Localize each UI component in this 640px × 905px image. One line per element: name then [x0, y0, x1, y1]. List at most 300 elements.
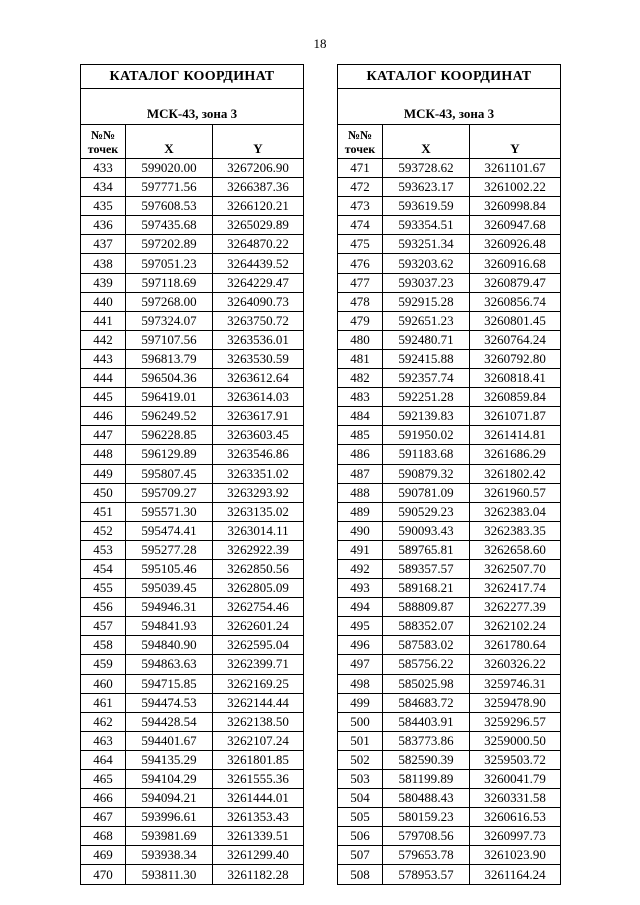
- y-coordinate-cell: 3264439.52: [213, 254, 304, 273]
- point-number-cell: 449: [81, 464, 126, 483]
- x-coordinate-cell: 593623.17: [383, 178, 470, 197]
- x-coordinate-cell: 596419.01: [126, 388, 213, 407]
- x-coordinate-cell: 597107.56: [126, 330, 213, 349]
- table-row: [338, 178, 561, 197]
- y-coordinate-cell: 3261164.24: [470, 865, 561, 884]
- x-coordinate-cell: 595474.41: [126, 521, 213, 540]
- point-number-cell: 471: [338, 159, 383, 178]
- point-number-cell: 501: [338, 731, 383, 750]
- point-number-cell: 467: [81, 808, 126, 827]
- y-coordinate-cell: 3263135.02: [213, 502, 304, 521]
- point-number-cell: 455: [81, 579, 126, 598]
- x-coordinate-cell: 584683.72: [383, 693, 470, 712]
- y-coordinate-cell: 3262601.24: [213, 617, 304, 636]
- table-row: [81, 311, 304, 330]
- x-coordinate-cell: 593354.51: [383, 216, 470, 235]
- table-row: [81, 808, 304, 827]
- table-row: [338, 693, 561, 712]
- point-number-cell: 438: [81, 254, 126, 273]
- table-row: [338, 636, 561, 655]
- table-row: [338, 579, 561, 598]
- table-row: [81, 159, 304, 178]
- y-coordinate-cell: 3259746.31: [470, 674, 561, 693]
- y-coordinate-cell: 3262417.74: [470, 579, 561, 598]
- y-coordinate-cell: 3261071.87: [470, 407, 561, 426]
- x-coordinate-cell: 581199.89: [383, 770, 470, 789]
- point-number-cell: 444: [81, 369, 126, 388]
- point-number-cell: 454: [81, 559, 126, 578]
- table-row: [338, 197, 561, 216]
- y-coordinate-cell: 3262658.60: [470, 540, 561, 559]
- y-coordinate-cell: 3261802.42: [470, 464, 561, 483]
- y-coordinate-cell: 3261555.36: [213, 770, 304, 789]
- y-coordinate-cell: 3262922.39: [213, 540, 304, 559]
- table-row: [81, 330, 304, 349]
- table-row: [338, 235, 561, 254]
- coordinate-system-label: МСК-43, зона 3: [81, 89, 304, 125]
- y-coordinate-cell: 3263614.03: [213, 388, 304, 407]
- x-coordinate-cell: 593728.62: [383, 159, 470, 178]
- y-coordinate-cell: 3261960.57: [470, 483, 561, 502]
- point-number-cell: 458: [81, 636, 126, 655]
- x-coordinate-cell: 584403.91: [383, 712, 470, 731]
- point-number-cell: 450: [81, 483, 126, 502]
- x-coordinate-cell: 585025.98: [383, 674, 470, 693]
- point-number-cell: 481: [338, 349, 383, 368]
- point-number-cell: 484: [338, 407, 383, 426]
- point-number-cell: 456: [81, 598, 126, 617]
- table-row: [338, 483, 561, 502]
- x-coordinate-cell: 590879.32: [383, 464, 470, 483]
- y-coordinate-cell: 3263750.72: [213, 311, 304, 330]
- point-number-cell: 487: [338, 464, 383, 483]
- x-coordinate-cell: 594474.53: [126, 693, 213, 712]
- point-number-cell: 466: [81, 789, 126, 808]
- point-number-cell: 494: [338, 598, 383, 617]
- point-number-cell: 486: [338, 445, 383, 464]
- x-coordinate-cell: 595039.45: [126, 579, 213, 598]
- point-number-cell: 447: [81, 426, 126, 445]
- x-coordinate-cell: 593981.69: [126, 827, 213, 846]
- point-number-cell: 446: [81, 407, 126, 426]
- y-coordinate-cell: 3260879.47: [470, 273, 561, 292]
- table-row: [338, 789, 561, 808]
- point-number-cell: 490: [338, 521, 383, 540]
- x-coordinate-cell: 592415.88: [383, 349, 470, 368]
- point-number-cell: 483: [338, 388, 383, 407]
- x-coordinate-cell: 596249.52: [126, 407, 213, 426]
- y-coordinate-cell: 3264870.22: [213, 235, 304, 254]
- x-coordinate-cell: 597051.23: [126, 254, 213, 273]
- y-coordinate-cell: 3260856.74: [470, 292, 561, 311]
- y-coordinate-cell: 3262107.24: [213, 731, 304, 750]
- table-row: [81, 369, 304, 388]
- y-coordinate-cell: 3259296.57: [470, 712, 561, 731]
- table-row: [338, 750, 561, 769]
- point-number-cell: 504: [338, 789, 383, 808]
- point-number-header: №№ точек: [338, 125, 383, 159]
- y-coordinate-cell: 3263536.01: [213, 330, 304, 349]
- y-coordinate-cell: 3261444.01: [213, 789, 304, 808]
- y-coordinate-cell: 3263612.64: [213, 369, 304, 388]
- table-row: [81, 598, 304, 617]
- y-coordinate-cell: 3260916.68: [470, 254, 561, 273]
- table-row: [338, 559, 561, 578]
- y-coordinate-cell: 3262138.50: [213, 712, 304, 731]
- x-coordinate-cell: 589357.57: [383, 559, 470, 578]
- table-row: [81, 655, 304, 674]
- coordinate-catalog-left: [80, 64, 304, 885]
- y-coordinate-cell: 3262102.24: [470, 617, 561, 636]
- y-coordinate-cell: 3260998.84: [470, 197, 561, 216]
- table-row: [338, 540, 561, 559]
- x-coordinate-cell: 587583.02: [383, 636, 470, 655]
- y-coordinate-cell: 3260041.79: [470, 770, 561, 789]
- point-number-cell: 452: [81, 521, 126, 540]
- x-coordinate-cell: 597324.07: [126, 311, 213, 330]
- x-coordinate-cell: 590781.09: [383, 483, 470, 502]
- point-number-cell: 439: [81, 273, 126, 292]
- point-number-cell: 469: [81, 846, 126, 865]
- table-row: [81, 712, 304, 731]
- y-coordinate-cell: 3262277.39: [470, 598, 561, 617]
- table-row: [81, 464, 304, 483]
- y-coordinate-cell: 3263530.59: [213, 349, 304, 368]
- point-number-cell: 475: [338, 235, 383, 254]
- y-coordinate-cell: 3261182.28: [213, 865, 304, 884]
- y-column-header: Y: [470, 125, 561, 159]
- table-row: [338, 159, 561, 178]
- x-coordinate-cell: 589168.21: [383, 579, 470, 598]
- x-coordinate-cell: 596504.36: [126, 369, 213, 388]
- x-coordinate-cell: 594428.54: [126, 712, 213, 731]
- y-coordinate-cell: 3259000.50: [470, 731, 561, 750]
- x-coordinate-cell: 593938.34: [126, 846, 213, 865]
- x-coordinate-cell: 591950.02: [383, 426, 470, 445]
- table-row: [81, 254, 304, 273]
- x-coordinate-cell: 593037.23: [383, 273, 470, 292]
- x-coordinate-cell: 595709.27: [126, 483, 213, 502]
- table-row: [81, 865, 304, 884]
- y-coordinate-cell: 3261686.29: [470, 445, 561, 464]
- y-coordinate-cell: 3261002.22: [470, 178, 561, 197]
- x-coordinate-cell: 582590.39: [383, 750, 470, 769]
- point-number-cell: 459: [81, 655, 126, 674]
- table-body: [81, 159, 304, 885]
- y-coordinate-cell: 3259503.72: [470, 750, 561, 769]
- table-row: [338, 598, 561, 617]
- x-coordinate-cell: 592651.23: [383, 311, 470, 330]
- table-row: [338, 216, 561, 235]
- point-number-cell: 445: [81, 388, 126, 407]
- point-number-cell: 502: [338, 750, 383, 769]
- y-coordinate-cell: 3261299.40: [213, 846, 304, 865]
- point-number-header: №№ точек: [81, 125, 126, 159]
- y-coordinate-cell: 3260616.53: [470, 808, 561, 827]
- point-number-cell: 443: [81, 349, 126, 368]
- x-coordinate-cell: 588352.07: [383, 617, 470, 636]
- table-row: [81, 693, 304, 712]
- y-coordinate-cell: 3260331.58: [470, 789, 561, 808]
- table-row: [338, 388, 561, 407]
- y-column-header: Y: [213, 125, 304, 159]
- table-row: [81, 483, 304, 502]
- table-row: [81, 273, 304, 292]
- x-coordinate-cell: 597435.68: [126, 216, 213, 235]
- point-number-cell: 461: [81, 693, 126, 712]
- y-coordinate-cell: 3266387.36: [213, 178, 304, 197]
- x-coordinate-cell: 594863.63: [126, 655, 213, 674]
- table-row: [81, 540, 304, 559]
- table-row: [81, 636, 304, 655]
- x-coordinate-cell: 596228.85: [126, 426, 213, 445]
- point-number-cell: 488: [338, 483, 383, 502]
- point-number-cell: 451: [81, 502, 126, 521]
- x-coordinate-cell: 595807.45: [126, 464, 213, 483]
- y-coordinate-cell: 3262169.25: [213, 674, 304, 693]
- table-row: [338, 330, 561, 349]
- point-number-cell: 470: [81, 865, 126, 884]
- point-number-cell: 434: [81, 178, 126, 197]
- y-coordinate-cell: 3262754.46: [213, 598, 304, 617]
- point-number-cell: 448: [81, 445, 126, 464]
- point-number-cell: 498: [338, 674, 383, 693]
- x-coordinate-cell: 595571.30: [126, 502, 213, 521]
- y-coordinate-cell: 3265029.89: [213, 216, 304, 235]
- y-coordinate-cell: 3260859.84: [470, 388, 561, 407]
- x-coordinate-cell: 592357.74: [383, 369, 470, 388]
- x-coordinate-cell: 596813.79: [126, 349, 213, 368]
- x-coordinate-cell: 592915.28: [383, 292, 470, 311]
- table-row: [81, 789, 304, 808]
- point-number-cell: 500: [338, 712, 383, 731]
- table-row: [81, 426, 304, 445]
- y-coordinate-cell: 3261801.85: [213, 750, 304, 769]
- x-coordinate-cell: 594094.21: [126, 789, 213, 808]
- table-row: [81, 559, 304, 578]
- table-row: [81, 731, 304, 750]
- y-coordinate-cell: 3260801.45: [470, 311, 561, 330]
- point-number-cell: 435: [81, 197, 126, 216]
- y-coordinate-cell: 3264090.73: [213, 292, 304, 311]
- point-number-cell: 507: [338, 846, 383, 865]
- point-number-cell: 503: [338, 770, 383, 789]
- point-number-cell: 457: [81, 617, 126, 636]
- point-number-cell: 453: [81, 540, 126, 559]
- catalog-title: КАТАЛОГ КООРДИНАТ: [81, 65, 304, 89]
- x-coordinate-cell: 597202.89: [126, 235, 213, 254]
- x-coordinate-cell: 593619.59: [383, 197, 470, 216]
- x-coordinate-cell: 585756.22: [383, 655, 470, 674]
- table-row: [81, 846, 304, 865]
- y-coordinate-cell: 3261023.90: [470, 846, 561, 865]
- table-row: [338, 731, 561, 750]
- table-row: [338, 426, 561, 445]
- point-number-cell: 437: [81, 235, 126, 254]
- x-coordinate-cell: 594946.31: [126, 598, 213, 617]
- point-number-cell: 480: [338, 330, 383, 349]
- point-number-cell: 472: [338, 178, 383, 197]
- x-coordinate-cell: 594104.29: [126, 770, 213, 789]
- table-row: [338, 865, 561, 884]
- table-row: [338, 712, 561, 731]
- x-coordinate-cell: 599020.00: [126, 159, 213, 178]
- y-coordinate-cell: 3260326.22: [470, 655, 561, 674]
- coordinate-catalog-right: [337, 64, 561, 885]
- table-row: [81, 674, 304, 693]
- y-coordinate-cell: 3261353.43: [213, 808, 304, 827]
- y-coordinate-cell: 3262383.04: [470, 502, 561, 521]
- table-row: [338, 617, 561, 636]
- table-row: [81, 521, 304, 540]
- table-row: [338, 827, 561, 846]
- y-coordinate-cell: 3267206.90: [213, 159, 304, 178]
- point-number-cell: 441: [81, 311, 126, 330]
- point-number-cell: 433: [81, 159, 126, 178]
- x-coordinate-cell: 595277.28: [126, 540, 213, 559]
- point-number-cell: 479: [338, 311, 383, 330]
- table-row: [81, 827, 304, 846]
- table-row: [81, 770, 304, 789]
- point-number-cell: 492: [338, 559, 383, 578]
- x-coordinate-cell: 597118.69: [126, 273, 213, 292]
- point-number-cell: 476: [338, 254, 383, 273]
- point-number-cell: 499: [338, 693, 383, 712]
- y-coordinate-cell: 3262595.04: [213, 636, 304, 655]
- point-number-cell: 495: [338, 617, 383, 636]
- table-row: [338, 369, 561, 388]
- x-coordinate-cell: 579708.56: [383, 827, 470, 846]
- x-coordinate-cell: 594135.29: [126, 750, 213, 769]
- point-number-cell: 497: [338, 655, 383, 674]
- table-row: [338, 521, 561, 540]
- table-row: [81, 349, 304, 368]
- point-number-cell: 477: [338, 273, 383, 292]
- x-coordinate-cell: 597608.53: [126, 197, 213, 216]
- x-coordinate-cell: 590093.43: [383, 521, 470, 540]
- point-number-cell: 468: [81, 827, 126, 846]
- point-number-cell: 463: [81, 731, 126, 750]
- y-coordinate-cell: 3264229.47: [213, 273, 304, 292]
- x-coordinate-cell: 592251.28: [383, 388, 470, 407]
- point-number-cell: 473: [338, 197, 383, 216]
- table-row: [338, 311, 561, 330]
- x-coordinate-cell: 593251.34: [383, 235, 470, 254]
- y-coordinate-cell: 3266120.21: [213, 197, 304, 216]
- table-row: [81, 502, 304, 521]
- x-coordinate-cell: 594840.90: [126, 636, 213, 655]
- y-coordinate-cell: 3263617.91: [213, 407, 304, 426]
- point-number-cell: 489: [338, 502, 383, 521]
- y-coordinate-cell: 3263546.86: [213, 445, 304, 464]
- table-row: [81, 292, 304, 311]
- table-row: [338, 407, 561, 426]
- x-coordinate-cell: 580488.43: [383, 789, 470, 808]
- x-coordinate-cell: 588809.87: [383, 598, 470, 617]
- x-coordinate-cell: 592139.83: [383, 407, 470, 426]
- x-coordinate-cell: 597268.00: [126, 292, 213, 311]
- y-coordinate-cell: 3263603.45: [213, 426, 304, 445]
- point-number-cell: 440: [81, 292, 126, 311]
- x-coordinate-cell: 591183.68: [383, 445, 470, 464]
- point-number-cell: 505: [338, 808, 383, 827]
- point-number-cell: 464: [81, 750, 126, 769]
- x-coordinate-cell: 583773.86: [383, 731, 470, 750]
- y-coordinate-cell: 3262144.44: [213, 693, 304, 712]
- y-coordinate-cell: 3260926.48: [470, 235, 561, 254]
- table-row: [338, 349, 561, 368]
- point-number-cell: 496: [338, 636, 383, 655]
- point-number-cell: 491: [338, 540, 383, 559]
- x-coordinate-cell: 593996.61: [126, 808, 213, 827]
- y-coordinate-cell: 3263014.11: [213, 521, 304, 540]
- x-coordinate-cell: 597771.56: [126, 178, 213, 197]
- y-coordinate-cell: 3260997.73: [470, 827, 561, 846]
- point-number-cell: 436: [81, 216, 126, 235]
- y-coordinate-cell: 3259478.90: [470, 693, 561, 712]
- y-coordinate-cell: 3261339.51: [213, 827, 304, 846]
- table-row: [338, 502, 561, 521]
- table-body: [338, 159, 561, 885]
- table-row: [338, 655, 561, 674]
- table-row: [81, 407, 304, 426]
- x-coordinate-cell: 594841.93: [126, 617, 213, 636]
- x-coordinate-cell: 579653.78: [383, 846, 470, 865]
- x-coordinate-cell: 594715.85: [126, 674, 213, 693]
- table-row: [338, 808, 561, 827]
- point-number-cell: 506: [338, 827, 383, 846]
- x-coordinate-cell: 593811.30: [126, 865, 213, 884]
- point-number-cell: 485: [338, 426, 383, 445]
- point-number-cell: 508: [338, 865, 383, 884]
- y-coordinate-cell: 3261101.67: [470, 159, 561, 178]
- x-coordinate-cell: 589765.81: [383, 540, 470, 559]
- point-number-cell: 465: [81, 770, 126, 789]
- y-coordinate-cell: 3262383.35: [470, 521, 561, 540]
- point-number-cell: 462: [81, 712, 126, 731]
- table-row: [81, 579, 304, 598]
- table-row: [338, 846, 561, 865]
- table-row: [338, 273, 561, 292]
- table-row: [81, 197, 304, 216]
- table-row: [81, 178, 304, 197]
- table-row: [81, 617, 304, 636]
- table-row: [338, 770, 561, 789]
- y-coordinate-cell: 3262507.70: [470, 559, 561, 578]
- table-row: [81, 750, 304, 769]
- point-number-cell: 478: [338, 292, 383, 311]
- table-row: [338, 674, 561, 693]
- y-coordinate-cell: 3260764.24: [470, 330, 561, 349]
- x-coordinate-cell: 593203.62: [383, 254, 470, 273]
- y-coordinate-cell: 3261414.81: [470, 426, 561, 445]
- point-number-cell: 482: [338, 369, 383, 388]
- table-row: [338, 254, 561, 273]
- point-number-cell: 460: [81, 674, 126, 693]
- y-coordinate-cell: 3260792.80: [470, 349, 561, 368]
- x-coordinate-cell: 596129.89: [126, 445, 213, 464]
- y-coordinate-cell: 3261780.64: [470, 636, 561, 655]
- y-coordinate-cell: 3260818.41: [470, 369, 561, 388]
- point-number-cell: 474: [338, 216, 383, 235]
- x-coordinate-cell: 595105.46: [126, 559, 213, 578]
- x-column-header: X: [383, 125, 470, 159]
- x-coordinate-cell: 592480.71: [383, 330, 470, 349]
- x-coordinate-cell: 578953.57: [383, 865, 470, 884]
- y-coordinate-cell: 3263351.02: [213, 464, 304, 483]
- y-coordinate-cell: 3263293.92: [213, 483, 304, 502]
- x-coordinate-cell: 590529.23: [383, 502, 470, 521]
